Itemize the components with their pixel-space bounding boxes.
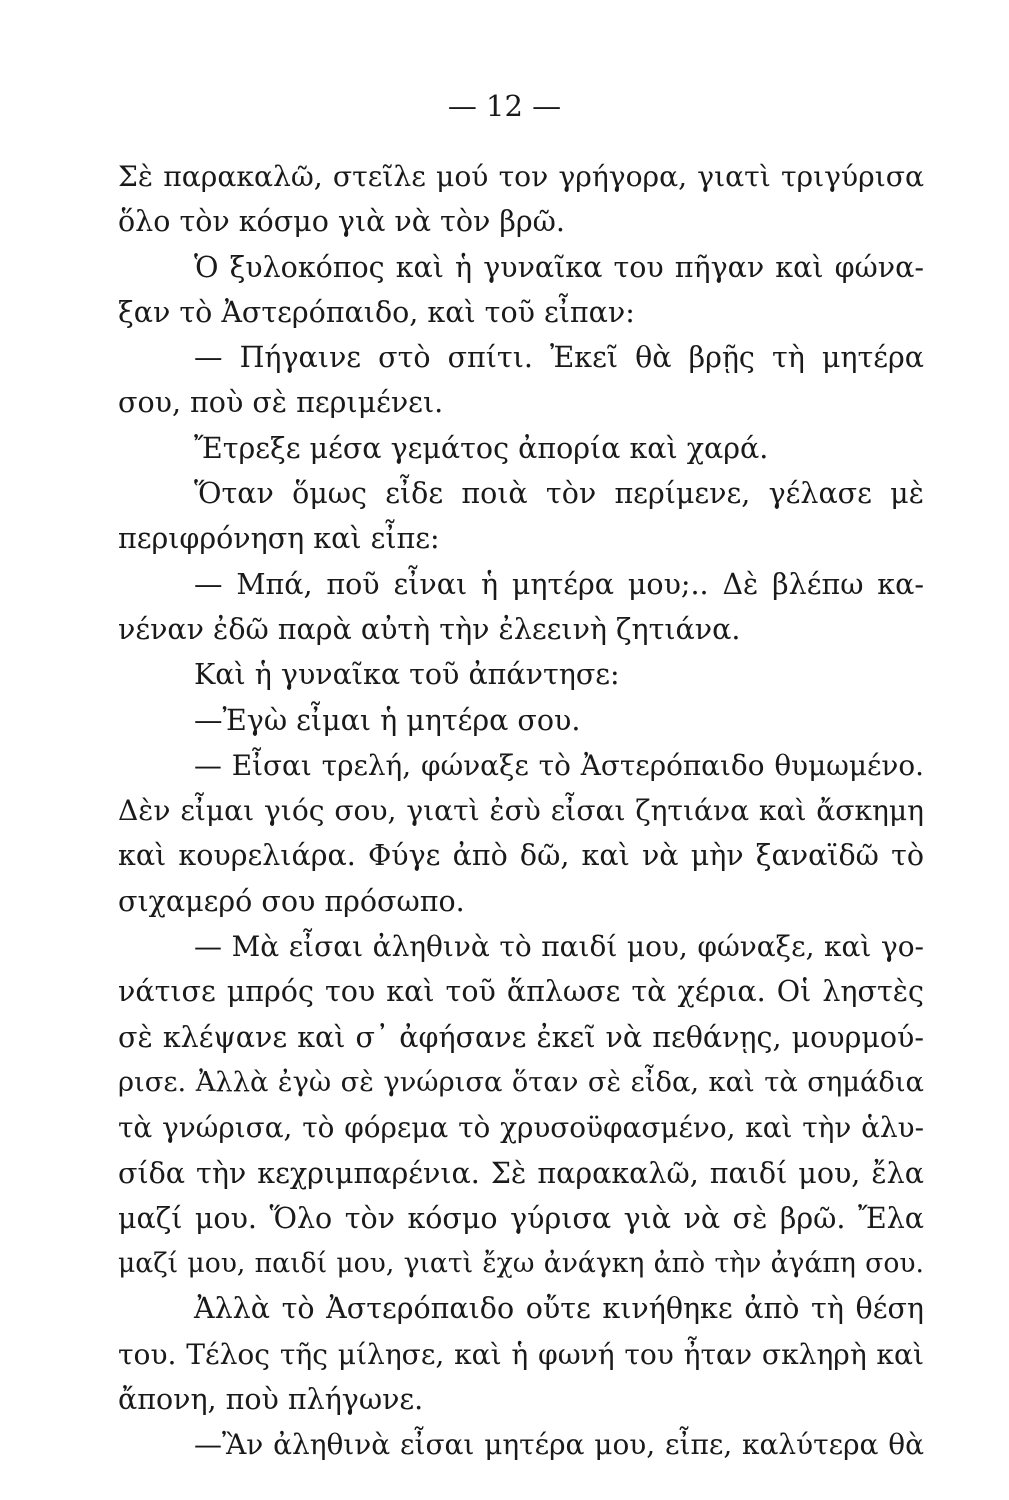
text-line: περιφρόνηση καὶ εἶπε: [118, 522, 440, 556]
text-line: σου, ποὺ σὲ περιμένει. [118, 386, 444, 420]
text-line: — Μπά, ποῦ εἶναι ἡ μητέρα μου;.. Δὲ βλέπω κα- [194, 567, 924, 601]
text-line: Ἀλλὰ τὸ Ἀστερόπαιδο οὔτε κινήθηκε ἀπὸ τὴ θέση [194, 1292, 924, 1326]
text-line: — Εἶσαι τρελή, φώναξε τὸ Ἀστερόπαιδο θυμωμένο. [194, 748, 924, 782]
text-line: Ὁ ξυλοκόπος καὶ ἡ γυναῖκα του πῆγαν καὶ φώνα- [194, 250, 924, 284]
body-text [118, 154, 924, 1468]
text-line: Δὲν εἶμαι γιός σου, γιατὶ ἐσὺ εἶσαι ζητιάνα καὶ ἄσκημη [118, 794, 924, 828]
text-line: σιχαμερό σου πρόσωπο. [118, 884, 465, 918]
text-line: καὶ κουρελιάρα. Φύγε ἀπὸ δῶ, καὶ νὰ μὴν ξαναϊδῶ τὸ [118, 839, 924, 873]
text-line: μαζί μου. Ὅλο τὸν κόσμο γύρισα γιὰ νὰ σὲ βρῶ. Ἔλα [118, 1201, 924, 1235]
text-line: νέναν ἐδῶ παρὰ αὐτὴ τὴν ἐλεεινὴ ζητιάνα. [118, 612, 741, 646]
text-line: ἄπονη, ποὺ πλήγωνε. [118, 1383, 424, 1417]
text-line: ξαν τὸ Ἀστερόπαιδο, καὶ τοῦ εἶπαν: [118, 295, 635, 329]
text-line: — Πήγαινε στὸ σπίτι. Ἐκεῖ θὰ βρῇς τὴ μητέρα [194, 341, 924, 375]
text-line: Ὅταν ὅμως εἶδε ποιὰ τὸν περίμενε, γέλασε μὲ [194, 477, 924, 511]
text-line: Καὶ ἡ γυναῖκα τοῦ ἀπάντησε: [194, 658, 620, 692]
text-line: — Μὰ εἶσαι ἀληθινὰ τὸ παιδί μου, φώναξε, καὶ γο- [194, 930, 924, 964]
text-line: ρισε. Ἀλλὰ ἐγὼ σὲ γνώρισα ὅταν σὲ εἶδα, καὶ τὰ σημάδια [118, 1066, 924, 1098]
text-line: σίδα τὴν κεχριμπαρένια. Σὲ παρακαλῶ, παιδί μου, ἔλα [118, 1156, 924, 1190]
page-number: — 12 — [447, 89, 562, 123]
text-line: τὰ γνώρισα, τὸ φόρεμα τὸ χρυσοϋφασμένο, καὶ τὴν ἁλυ- [118, 1111, 924, 1145]
text-line: —Ἂν ἀληθινὰ εἶσαι μητέρα μου, εἶπε, καλύτερα θὰ [194, 1428, 924, 1462]
text-line: —Ἐγὼ εἶμαι ἡ μητέρα σου. [194, 703, 581, 737]
text-line: νάτισε μπρός του καὶ τοῦ ἅπλωσε τὰ χέρια. Οἱ ληστὲς [118, 975, 924, 1009]
text-line: Σὲ παρακαλῶ, στεῖλε μού τον γρήγορα, γιατὶ τριγύρισα [118, 160, 924, 193]
text-line: Ἔτρεξε μέσα γεμάτος ἀπορία καὶ χαρά. [194, 431, 769, 465]
text-line: σὲ κλέψανε καὶ σ᾽ ἀφήσανε ἐκεῖ νὰ πεθάνῃς, μουρμού- [118, 1020, 924, 1054]
text-line: του. Τέλος τῆς μίλησε, καὶ ἡ φωνή του ἦταν σκληρὴ καὶ [118, 1337, 924, 1371]
text-line: μαζί μου, παιδί μου, γιατὶ ἔχω ἀνάγκη ἀπὸ τὴν ἀγάπη σου. [118, 1248, 924, 1280]
text-line: ὅλο τὸν κόσμο γιὰ νὰ τὸν βρῶ. [118, 205, 565, 239]
